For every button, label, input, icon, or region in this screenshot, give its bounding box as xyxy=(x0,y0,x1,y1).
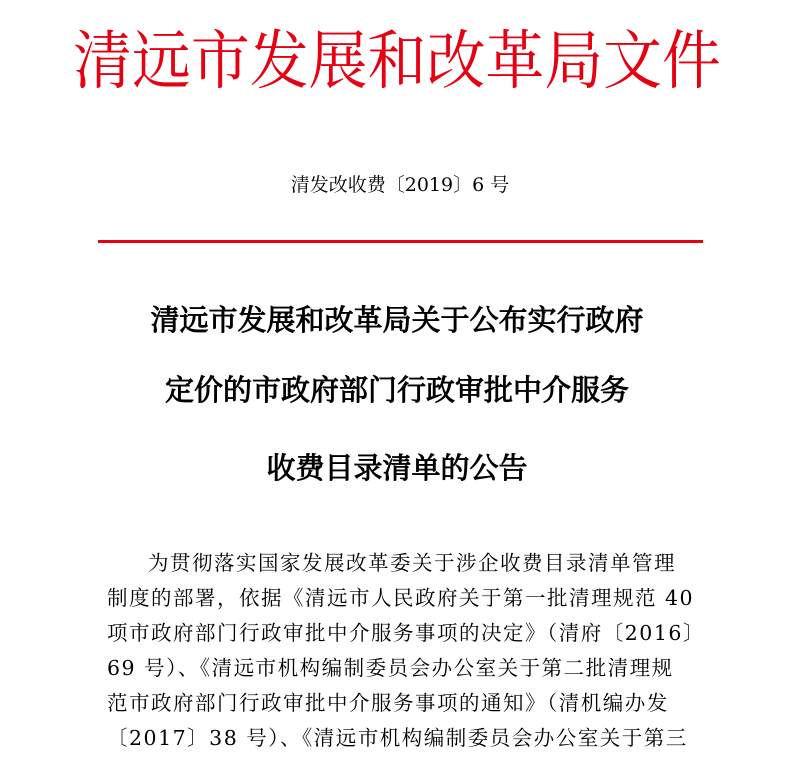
announcement-title-line-3: 收费目录清单的公告 xyxy=(266,451,528,485)
body-line-1: 为贯彻落实国家发展改革委关于涉企收费目录清单管理 xyxy=(148,551,676,575)
body-line-4: 69 号）、《清远市机构编制委员会办公室关于第二批清理规 xyxy=(107,656,674,680)
document-number: 清发改收费〔2019〕6 号 xyxy=(290,174,510,196)
red-divider-line xyxy=(98,240,703,243)
body-line-3: 项市政府部门行政审批中介服务事项的决定》（清府〔2016〕 xyxy=(107,621,705,645)
body-line-6: 〔2017〕38 号）、《清远市机构编制委员会办公室关于第三 xyxy=(107,726,688,750)
body-line-2: 制度的部署，依据《清远市人民政府关于第一批清理规范 40 xyxy=(107,586,695,610)
announcement-title-line-1: 清远市发展和改革局关于公布实行政府 xyxy=(150,303,644,337)
body-line-5: 范市政府部门行政审批中介服务事项的通知》（清机编办发 xyxy=(107,691,669,715)
announcement-title-line-2: 定价的市政府部门行政审批中介服务 xyxy=(164,373,629,407)
masthead-title: 清远市发展和改革局文件 xyxy=(73,25,721,99)
